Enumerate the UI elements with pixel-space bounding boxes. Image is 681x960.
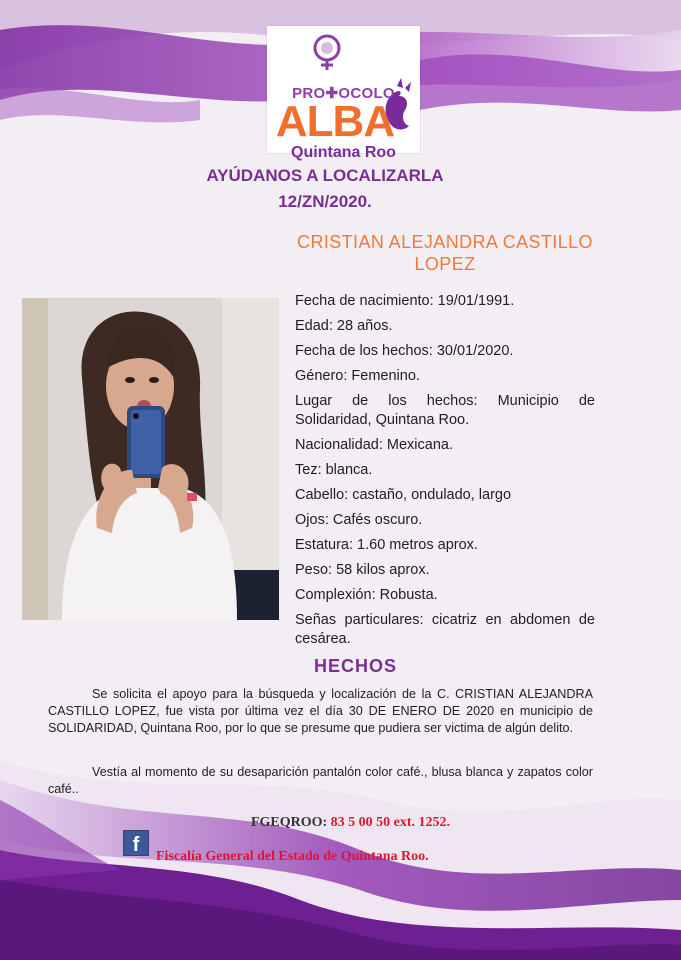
hechos-paragraph-1: Se solicita el apoyo para la búsqueda y localización de la C. CRISTIAN ALEJANDRA CASTILLO LOPEZ, fue vista por última vez el día 30 DE ENERO DE 2020 en municipio de SOLIDARIDAD, Quintana Roo, por lo que se presume que pudiera ser victima de algún delito.: [48, 687, 593, 735]
hechos-paragraph-2: Vestía al momento de su desaparición pantalón color café., blusa blanca y zapatos color café..: [48, 765, 593, 796]
detail-age: Edad: 28 años.: [295, 318, 393, 334]
person-details: [295, 292, 595, 655]
detail-complexion-tone: Tez: blanca.: [295, 462, 373, 478]
detail-gender: Género: Femenino.: [295, 368, 420, 384]
logo-alba-text: ALBA: [275, 97, 395, 146]
missing-person-name: [290, 231, 600, 275]
facebook-icon: f: [123, 830, 149, 856]
protocolo-alba-logo: [267, 26, 420, 161]
detail-eyes: Ojos: Cafés oscuro.: [295, 512, 423, 528]
agency-name: Fiscalía General del Estado de Quintana Roo.: [156, 849, 429, 864]
missing-person-photo: [22, 298, 279, 620]
logo-protocolo-text: PRO✚OCOLO: [292, 85, 395, 102]
name-line-1: CRISTIAN ALEJANDRA CASTILLO: [297, 232, 593, 252]
contact-line: [0, 815, 681, 831]
case-number: 12/ZN/2020.: [278, 192, 372, 211]
headline-help-locate: AYÚDANOS A LOCALIZARLA: [206, 166, 444, 185]
contact-phone: 83 5 00 50 ext. 1252.: [330, 815, 451, 830]
detail-weight: Peso: 58 kilos aprox.: [295, 562, 430, 578]
person-photo-illustration: [22, 298, 279, 620]
logo-region-text: Quintana Roo: [291, 144, 396, 161]
hechos-title: HECHOS: [313, 656, 397, 676]
detail-build: Complexión: Robusta.: [295, 587, 438, 603]
contact-label: FGEQROO:: [250, 815, 328, 830]
detail-event-date: Fecha de los hechos: 30/01/2020.: [295, 343, 514, 359]
name-line-2: LOPEZ: [414, 254, 476, 274]
detail-birth-date: Fecha de nacimiento: 19/01/1991.: [295, 293, 515, 309]
detail-hair: Cabello: castaño, ondulado, largo: [295, 487, 512, 503]
detail-distinguishing-marks: Señas particulares: cicatriz en abdomen de cesárea.: [295, 612, 595, 647]
detail-event-place: Lugar de los hechos: Municipio de Solidaridad, Quintana Roo.: [295, 393, 595, 428]
detail-nationality: Nacionalidad: Mexicana.: [295, 437, 453, 453]
detail-height: Estatura: 1.60 metros aprox.: [295, 537, 478, 553]
